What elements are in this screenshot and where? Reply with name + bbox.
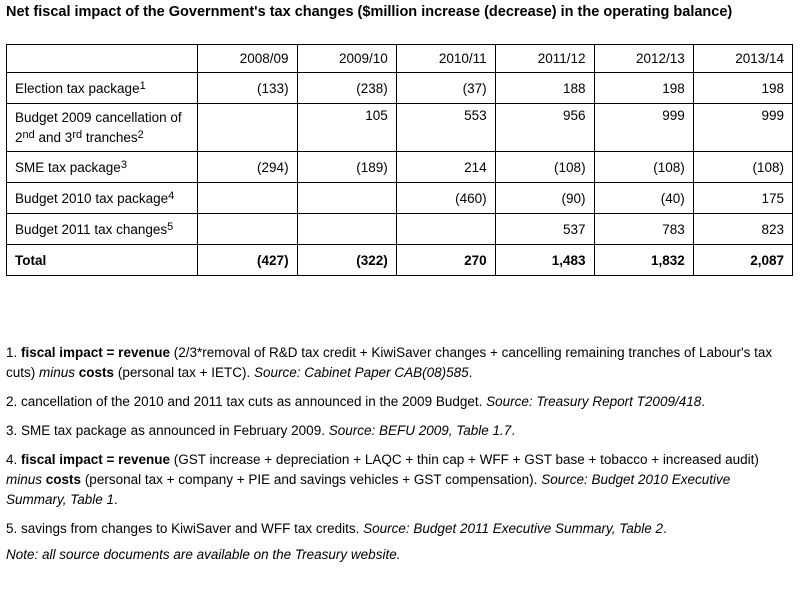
table-cell: (40) — [594, 183, 693, 214]
table-cell — [297, 183, 396, 214]
table-cell: 214 — [396, 152, 495, 183]
table-row — [7, 104, 793, 152]
table-cell — [198, 183, 297, 214]
footnote-ref: 5 — [167, 220, 174, 233]
year-header: 2010/11 — [396, 45, 495, 73]
header-corner-cell — [7, 45, 198, 73]
table-cell — [396, 214, 495, 245]
table-cell: (108) — [693, 152, 792, 183]
table-row — [7, 73, 793, 104]
table-cell: 198 — [693, 73, 792, 104]
table-cell — [198, 214, 297, 245]
year-header: 2012/13 — [594, 45, 693, 73]
footnote-3: 3. SME tax package as announced in February 2009. Source: BEFU 2009, Table 1.7. — [6, 423, 516, 438]
footnote-4: 4. fiscal impact = revenue (GST increase + depreciation + LAQC + thin cap + WFF + GST base + tobacco + increased audit) minus costs (personal tax + company + PIE and savings vehicles + GST compensation). Source: Budget 2010 Executive Summary, Table 1. — [6, 452, 759, 507]
total-cell: 1,483 — [495, 245, 594, 276]
table-cell: (238) — [297, 73, 396, 104]
table-cell: 175 — [693, 183, 792, 214]
table-cell: (189) — [297, 152, 396, 183]
total-cell: (427) — [198, 245, 297, 276]
table-cell: (108) — [495, 152, 594, 183]
table-cell: 188 — [495, 73, 594, 104]
total-cell: (322) — [297, 245, 396, 276]
table-row — [7, 183, 793, 214]
table-cell: (90) — [495, 183, 594, 214]
total-cell: 2,087 — [693, 245, 792, 276]
total-cell: 1,832 — [594, 245, 693, 276]
source-note: Note: all source documents are available on the Treasury website. — [6, 547, 401, 562]
table-cell: 553 — [396, 104, 495, 152]
year-header: 2011/12 — [495, 45, 594, 73]
table-cell: 198 — [594, 73, 693, 104]
table-cell: 537 — [495, 214, 594, 245]
row-label: Budget 2009 cancellation of 2nd and 3rd tranches$^2$ — [7, 104, 198, 152]
fiscal-impact-table — [6, 44, 793, 276]
table-cell: (133) — [198, 73, 297, 104]
year-header: 2008/09 — [198, 45, 297, 73]
row-label: Budget 2010 tax package$^4$ — [7, 183, 198, 214]
year-header: 2013/14 — [693, 45, 792, 73]
table-cell: 999 — [693, 104, 792, 152]
table-cell: 999 — [594, 104, 693, 152]
table-cell: (294) — [198, 152, 297, 183]
table-row — [7, 214, 793, 245]
table-cell: 105 — [297, 104, 396, 152]
year-header: 2009/10 — [297, 45, 396, 73]
total-cell: 270 — [396, 245, 495, 276]
page-title: Net fiscal impact of the Government's tax changes ($million increase (decrease) in the operating balance) — [6, 4, 733, 20]
footnote-5: 5. savings from changes to KiwiSaver and WFF tax credits. Source: Budget 2011 Executive Summary, Table 2. — [6, 521, 667, 536]
total-row — [7, 245, 793, 276]
footnote-ref: 4 — [168, 189, 175, 202]
footnotes — [6, 343, 794, 574]
row-label: Election tax package$^1$ — [7, 73, 198, 104]
table-cell: 823 — [693, 214, 792, 245]
footnote-ref: 1 — [139, 79, 146, 92]
table-cell: (460) — [396, 183, 495, 214]
footnote-ref: 2 — [137, 128, 144, 141]
table-header-row — [7, 45, 793, 73]
table-cell: 783 — [594, 214, 693, 245]
table-cell: (37) — [396, 73, 495, 104]
table-cell: (108) — [594, 152, 693, 183]
table-row — [7, 152, 793, 183]
row-label: Total — [7, 245, 198, 276]
footnote-1: 1. fiscal impact = revenue (2/3*removal of R&D tax credit + KiwiSaver changes + cancelling remaining tranches of Labour's tax cuts) minus costs (personal tax + IETC). Source: Cabinet Paper CAB(08)585. — [6, 345, 773, 380]
table-cell: 956 — [495, 104, 594, 152]
footnote-2: 2. cancellation of the 2010 and 2011 tax cuts as announced in the 2009 Budget. Source: Treasury Report T2009/418. — [6, 394, 706, 409]
table-cell — [198, 104, 297, 152]
row-label: SME tax package$^3$ — [7, 152, 198, 183]
row-label: Budget 2011 tax changes$^5$ — [7, 214, 198, 245]
table-cell — [297, 214, 396, 245]
footnote-ref: 3 — [120, 158, 127, 171]
